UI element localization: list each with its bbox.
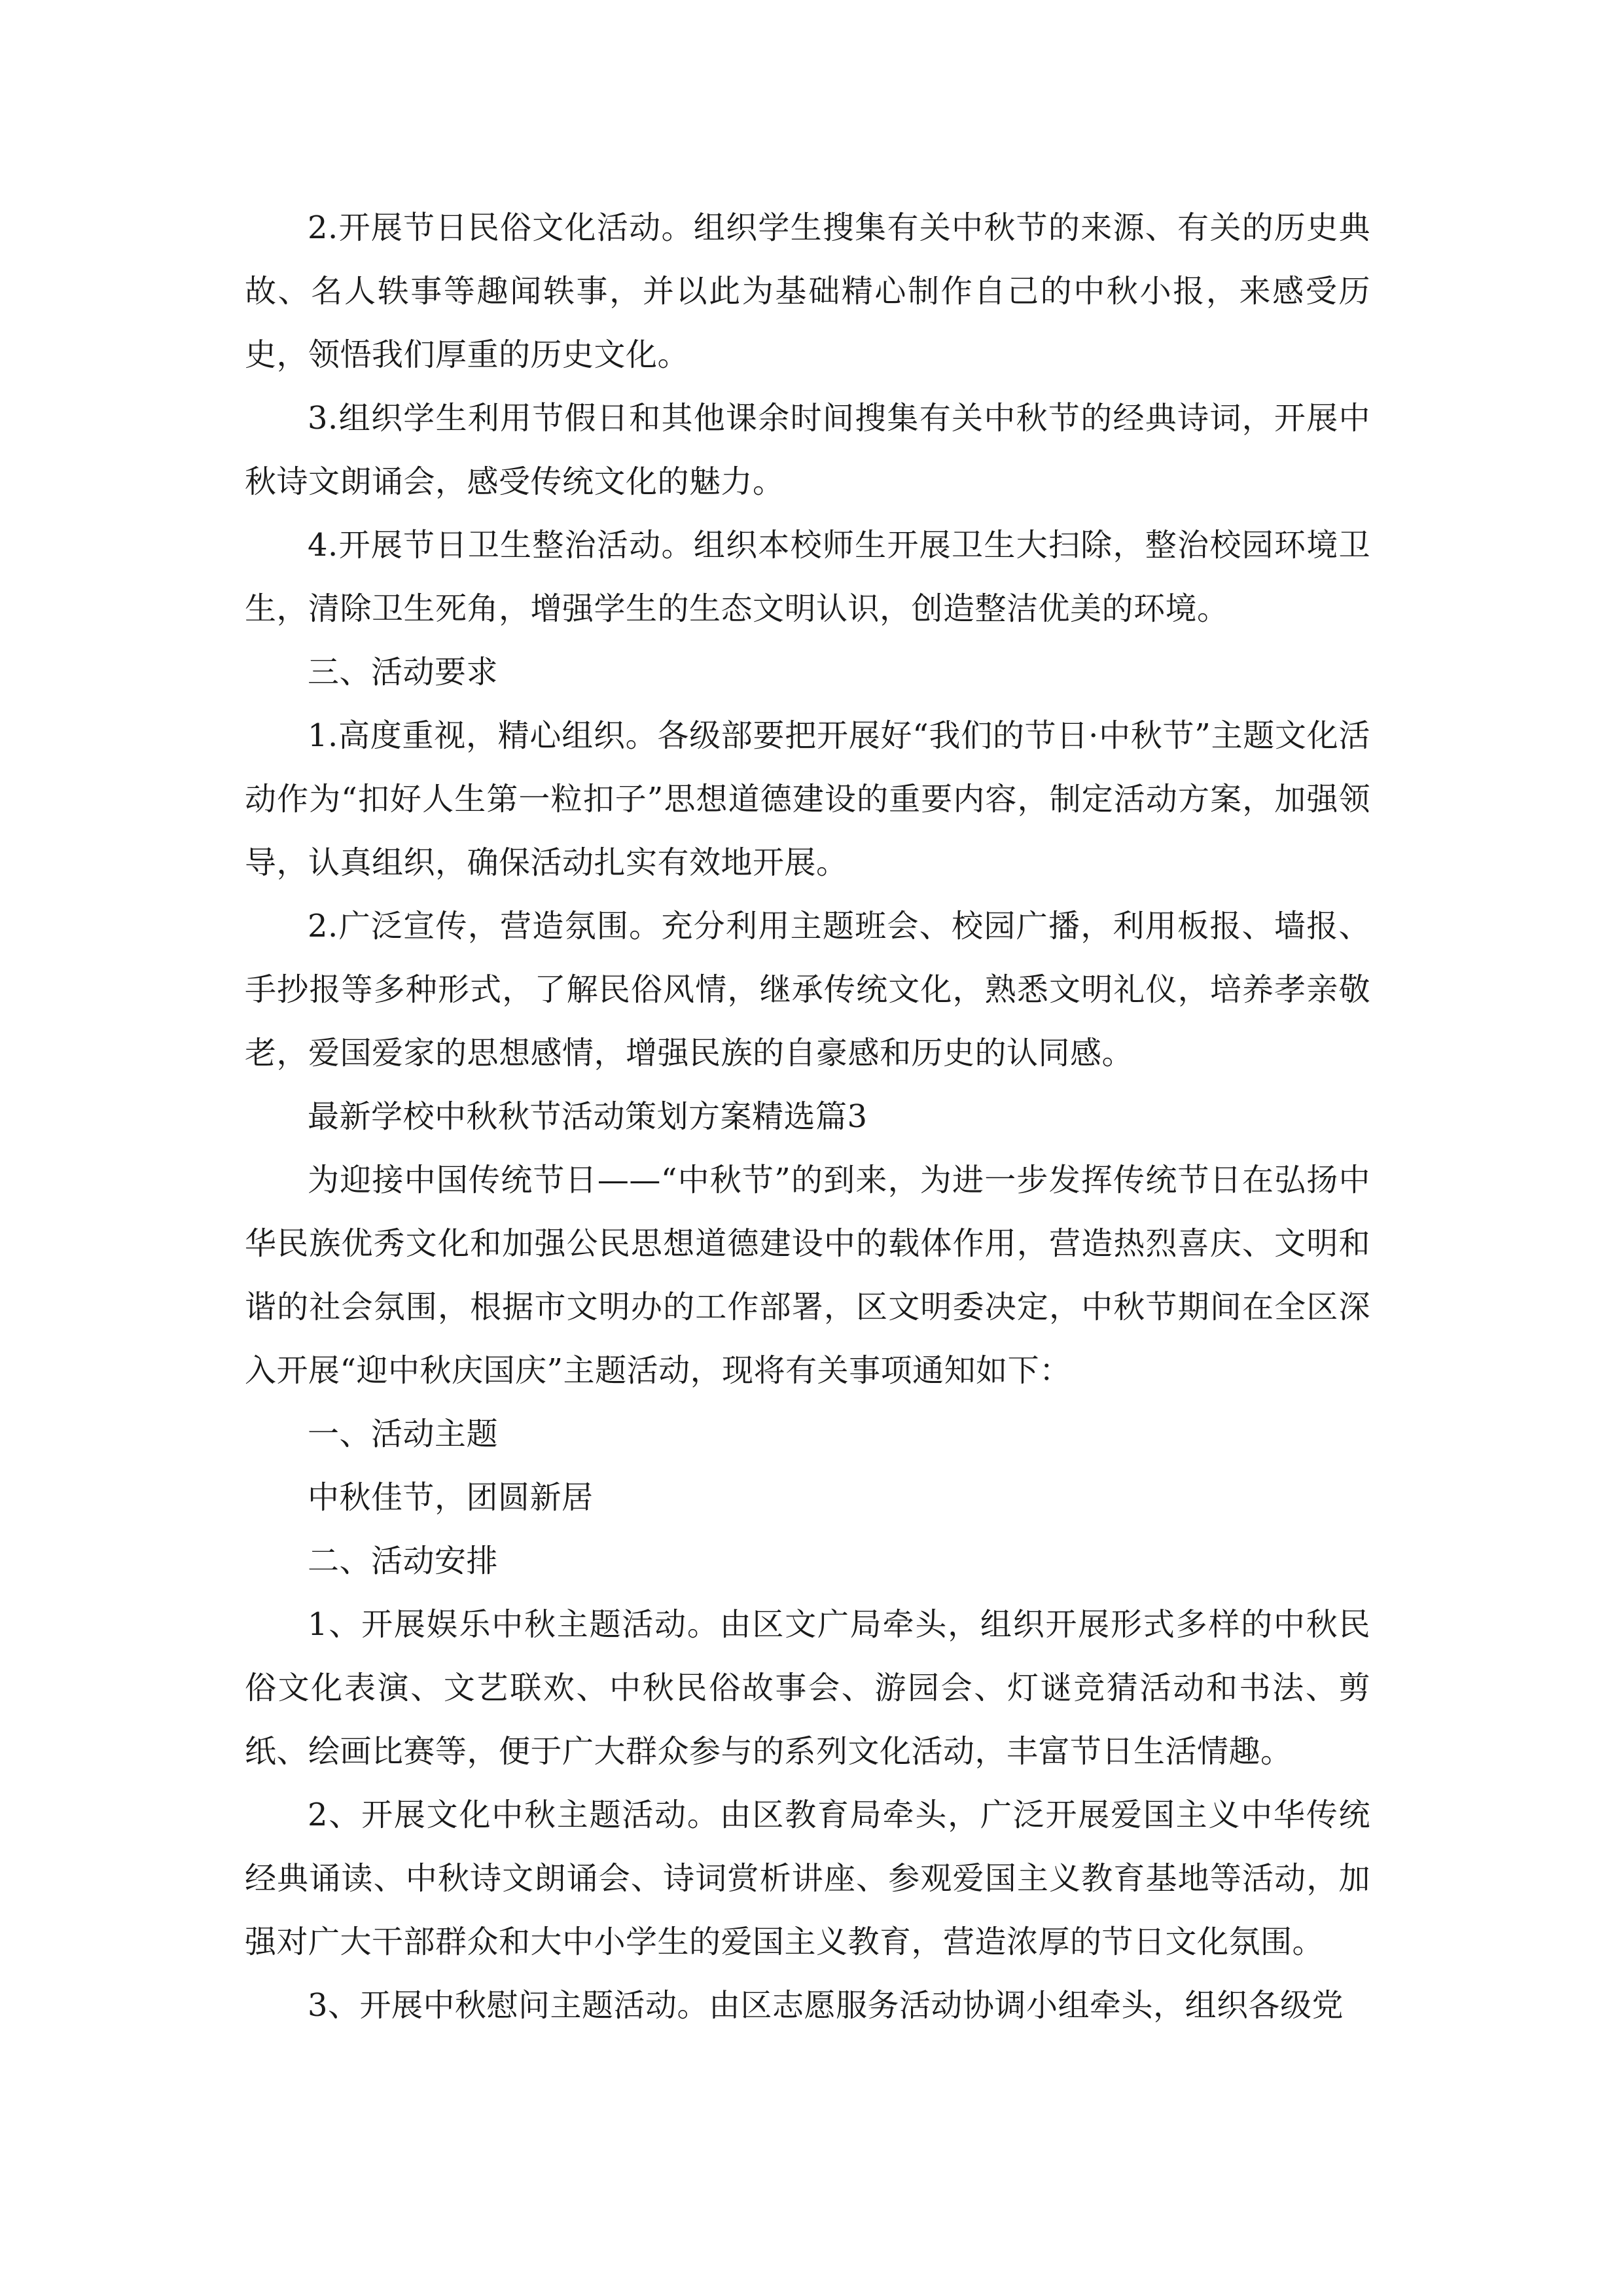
heading-activity-arrangement: 二、活动安排 [308, 1543, 499, 1579]
paragraph-hygiene: 4.开展节日卫生整治活动。组织本校师生开展卫生大扫除，整治校园环境卫生，清除卫生死角，增强学生的生态文明认识，创造整洁优美的环境。 [245, 527, 1370, 627]
paragraph-condolence: 3、开展中秋慰问主题活动。由区志愿服务活动协调小组牵头，组织各级党 [308, 1987, 1344, 2024]
heading-plan-3: 最新学校中秋秋节活动策划方案精选篇3 [308, 1098, 868, 1135]
paragraph-poetry-recital: 3.组织学生利用节假日和其他课余时间搜集有关中秋节的经典诗词，开展中秋诗文朗诵会，感受传统文化的魅力。 [245, 400, 1370, 500]
heading-activity-theme: 一、活动主题 [308, 1416, 499, 1452]
paragraph-theme: 中秋佳节，团圆新居 [308, 1479, 594, 1516]
paragraph-entertainment: 1、开展娱乐中秋主题活动。由区文广局牵头，组织开展形式多样的中秋民俗文化表演、文艺联欢、中秋民俗故事会、游园会、灯谜竞猜活动和书法、剪纸、绘画比赛等，便于广大群众参与的系列文化活动，丰富节日生活情趣。 [245, 1606, 1370, 1770]
document-body [245, 196, 1370, 2037]
paragraph-organize: 1.高度重视，精心组织。各级部要把开展好“我们的节日·中秋节”主题文化活动作为“扣好人生第一粒扣子”思想道德建设的重要内容，制定活动方案，加强领导，认真组织，确保活动扎实有效地开展。 [245, 717, 1370, 881]
paragraph-intro: 为迎接中国传统节日——“中秋节”的到来，为进一步发挥传统节日在弘扬中华民族优秀文化和加强公民思想道德建设中的载体作用，营造热烈喜庆、文明和谐的社会氛围，根据市文明办的工作部署，区文明委决定，中秋节期间在全区深入开展“迎中秋庆国庆”主题活动，现将有关事项通知如下： [245, 1162, 1370, 1389]
paragraph-folk-culture: 2.开展节日民俗文化活动。组织学生搜集有关中秋节的来源、有关的历史典故、名人轶事等趣闻轶事，并以此为基础精心制作自己的中秋小报，来感受历史，领悟我们厚重的历史文化。 [245, 209, 1370, 373]
paragraph-publicity: 2.广泛宣传，营造氛围。充分利用主题班会、校园广播，利用板报、墙报、手抄报等多种形式，了解民俗风情，继承传统文化，熟悉文明礼仪，培养孝亲敬老，爱国爱家的思想感情，增强民族的自豪感和历史的认同感。 [245, 908, 1370, 1071]
heading-activity-requirements: 三、活动要求 [308, 654, 499, 691]
paragraph-culture: 2、开展文化中秋主题活动。由区教育局牵头，广泛开展爱国主义中华传统经典诵读、中秋诗文朗诵会、诗词赏析讲座、参观爱国主义教育基地等活动，加强对广大干部群众和大中小学生的爱国主义教育，营造浓厚的节日文化氛围。 [245, 1797, 1370, 1960]
